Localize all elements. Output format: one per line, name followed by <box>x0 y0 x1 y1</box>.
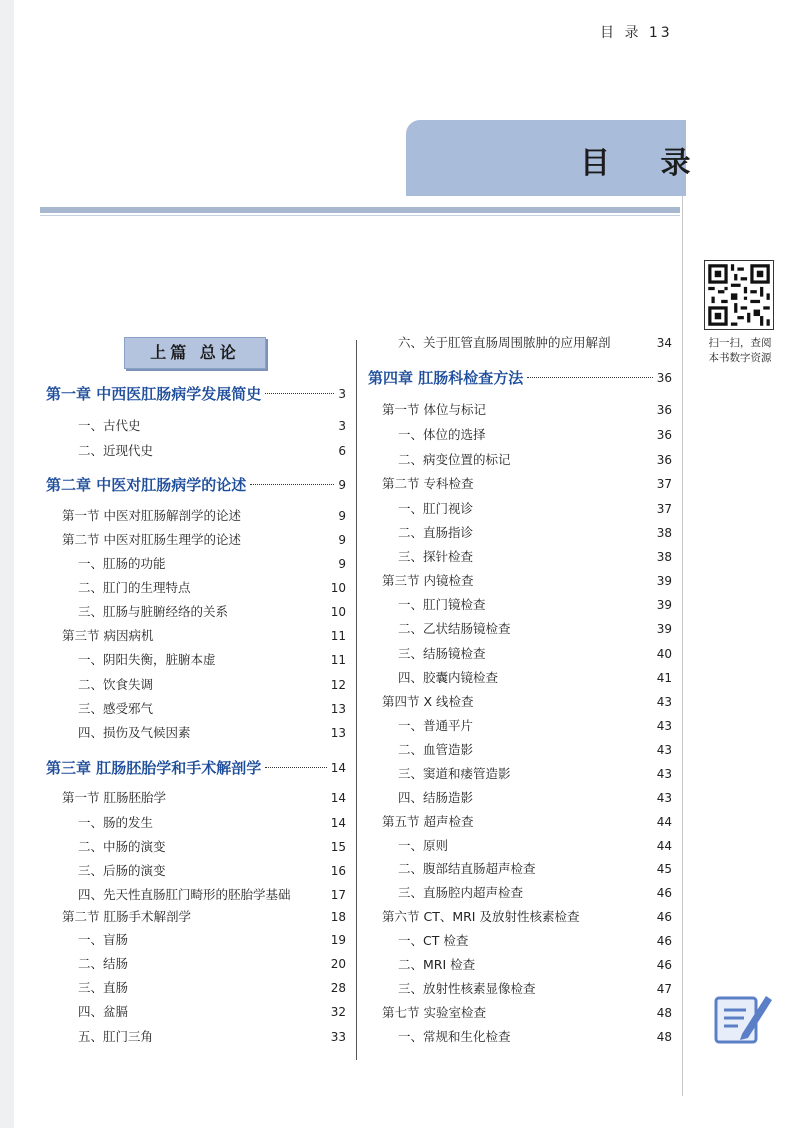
margin-divider <box>682 196 683 1096</box>
toc-entry-page: 47 <box>656 982 672 996</box>
toc-entry-title: 第一节 体位与标记 <box>382 402 486 417</box>
toc-entry-title: 四、先天性直肠肛门畸形的胚胎学基础 <box>78 887 291 902</box>
toc-entry-section[interactable] <box>382 1003 672 1023</box>
toc-entry-title: 四、盆膈 <box>78 1004 129 1019</box>
toc-entry-page: 13 <box>330 726 346 740</box>
dot-leader <box>265 767 326 768</box>
toc-entry-title: 一、古代史 <box>78 418 141 433</box>
toc-entry-title: 第二章 中医对肛肠病学的论述 <box>46 476 247 494</box>
dot-leader <box>527 377 652 378</box>
toc-entry-page: 39 <box>656 622 672 636</box>
toc-entry-page: 44 <box>656 815 672 829</box>
toc-entry-page: 48 <box>656 1030 672 1044</box>
toc-entry-chapter[interactable] <box>46 384 346 406</box>
toc-entry-item[interactable] <box>398 955 672 975</box>
toc-entry-title: 第四节 X 线检查 <box>382 694 474 709</box>
toc-entry-title: 三、肛肠与脏腑经络的关系 <box>78 604 229 619</box>
toc-entry-item[interactable] <box>78 578 346 598</box>
toc-entry-page: 33 <box>330 1030 346 1044</box>
toc-entry-page: 40 <box>656 647 672 661</box>
toc-entry-item[interactable] <box>78 650 346 670</box>
toc-entry-title: 二、近现代史 <box>78 443 154 458</box>
toc-entry-page: 6 <box>338 444 346 458</box>
toc-entry-title: 二、腹部结直肠超声检查 <box>398 861 536 876</box>
toc-entry-page: 17 <box>330 888 346 902</box>
scan-gutter <box>0 0 14 1128</box>
toc-entry-title: 三、感受邪气 <box>78 701 154 716</box>
toc-entry-page: 46 <box>656 934 672 948</box>
toc-entry-title: 第一节 肛肠胚胎学 <box>62 790 166 805</box>
toc-entry-item[interactable] <box>398 644 672 664</box>
toc-entry-title: 二、病变位置的标记 <box>398 452 511 467</box>
toc-entry-item[interactable] <box>78 416 346 436</box>
toc-entry-page: 38 <box>656 526 672 540</box>
toc-entry-title: 二、血管造影 <box>398 742 474 757</box>
toc-entry-page: 37 <box>656 477 672 491</box>
toc-entry-section[interactable] <box>62 626 346 646</box>
qr-caption-line2: 本书数字资源 <box>708 352 772 364</box>
toc-entry-page: 16 <box>330 864 346 878</box>
toc-entry-title: 一、肛肠的功能 <box>78 556 166 571</box>
toc-entry-title: 一、体位的选择 <box>398 427 486 442</box>
toc-entry-item[interactable] <box>398 595 672 615</box>
toc-entry-page: 36 <box>656 453 672 467</box>
toc-entry-page: 13 <box>330 702 346 716</box>
toc-entry-title: 第二节 专科检查 <box>382 476 474 491</box>
toc-entry-title: 第一章 中西医肛肠病学发展简史 <box>46 385 262 403</box>
toc-entry-title: 第三章 肛肠胚胎学和手术解剖学 <box>46 759 262 777</box>
toc-entry-title: 一、肛门视诊 <box>398 501 474 516</box>
toc-entry-page: 9 <box>338 533 346 547</box>
toc-entry-item[interactable] <box>398 1027 672 1047</box>
toc-entry-section[interactable] <box>62 788 346 808</box>
toc-entry-item[interactable] <box>398 859 672 879</box>
toc-entry-page: 11 <box>330 653 346 667</box>
toc-entry-page: 36 <box>656 428 672 442</box>
toc-entry-page: 15 <box>330 840 346 854</box>
part-header: 上篇 总论 <box>124 337 266 369</box>
toc-entry-item[interactable] <box>398 883 672 903</box>
toc-entry-page: 10 <box>330 605 346 619</box>
toc-entry-title: 四、损伤及气候因素 <box>78 725 191 740</box>
toc-entry-page: 41 <box>656 671 672 685</box>
toc-entry-page: 19 <box>330 933 346 947</box>
toc-entry-item[interactable] <box>398 547 672 567</box>
toc-entry-page: 11 <box>330 629 346 643</box>
toc-entry-title: 三、放射性核素显像检查 <box>398 981 536 996</box>
toc-entry-title: 第四章 肛肠科检查方法 <box>368 369 524 387</box>
toc-entry-section[interactable] <box>382 400 672 420</box>
toc-entry-section[interactable] <box>382 907 672 927</box>
toc-entry-item[interactable] <box>398 764 672 784</box>
toc-entry-item[interactable] <box>78 723 346 743</box>
toc-entry-page: 20 <box>330 957 346 971</box>
dot-leader <box>250 484 334 485</box>
toc-entry-item[interactable] <box>78 978 346 998</box>
toc-entry-section[interactable] <box>62 907 346 927</box>
toc-entry-item[interactable] <box>398 619 672 639</box>
toc-entry-title: 三、窦道和瘘管造影 <box>398 766 511 781</box>
toc-entry-title: 一、原则 <box>398 838 449 853</box>
toc-entry-title: 三、直肠腔内超声检查 <box>398 885 524 900</box>
toc-entry-page: 36 <box>656 403 672 417</box>
toc-entry-section[interactable] <box>62 506 346 526</box>
toc-entry-title: 一、肛门镜检查 <box>398 597 486 612</box>
toc-entry-page: 37 <box>656 502 672 516</box>
toc-entry-item[interactable] <box>398 450 672 470</box>
toc-entry-title: 二、结肠 <box>78 956 129 971</box>
toc-entry-item[interactable] <box>398 333 672 353</box>
toc-entry-page: 43 <box>656 719 672 733</box>
toc-entry-item[interactable] <box>398 668 672 688</box>
toc-entry-page: 36 <box>656 371 672 385</box>
dot-leader <box>265 393 334 394</box>
toc-entry-item[interactable] <box>78 813 346 833</box>
toc-entry-chapter[interactable] <box>368 368 672 390</box>
toc-entry-title: 第二节 中医对肛肠生理学的论述 <box>62 532 241 547</box>
notebook-pencil-icon <box>712 990 776 1050</box>
toc-entry-item[interactable] <box>78 554 346 574</box>
page-title: 目 录 <box>580 146 711 181</box>
toc-entry-title: 三、结肠镜检查 <box>398 646 486 661</box>
toc-entry-title: 第五节 超声检查 <box>382 814 474 829</box>
toc-entry-page: 45 <box>656 862 672 876</box>
toc-entry-title: 一、肠的发生 <box>78 815 154 830</box>
toc-entry-title: 二、中肠的演变 <box>78 839 166 854</box>
toc-entry-title: 二、肛门的生理特点 <box>78 580 191 595</box>
toc-entry-item[interactable] <box>78 441 346 461</box>
toc-entry-page: 14 <box>330 791 346 805</box>
toc-entry-page: 3 <box>338 387 346 401</box>
toc-entry-page: 46 <box>656 910 672 924</box>
qr-code-icon[interactable] <box>704 260 774 330</box>
toc-entry-item[interactable] <box>78 861 346 881</box>
toc-entry-page: 12 <box>330 678 346 692</box>
toc-entry-page: 43 <box>656 767 672 781</box>
toc-entry-page: 34 <box>656 336 672 350</box>
qr-caption-line1: 扫一扫，查阅 <box>708 337 772 349</box>
toc-entry-page: 28 <box>330 981 346 995</box>
toc-entry-section[interactable] <box>382 571 672 591</box>
toc-entry-item[interactable] <box>398 425 672 445</box>
toc-entry-item[interactable] <box>78 675 346 695</box>
column-divider <box>356 340 357 1060</box>
toc-entry-item[interactable] <box>398 979 672 999</box>
toc-entry-page: 38 <box>656 550 672 564</box>
toc-entry-title: 一、盲肠 <box>78 932 129 947</box>
toc-entry-page: 32 <box>330 1005 346 1019</box>
toc-entry-item[interactable] <box>398 788 672 808</box>
toc-entry-page: 43 <box>656 743 672 757</box>
toc-entry-section[interactable] <box>382 692 672 712</box>
toc-entry-title: 一、阴阳失衡，脏腑本虚 <box>78 652 216 667</box>
toc-entry-page: 43 <box>656 791 672 805</box>
header-rule <box>40 207 680 213</box>
toc-entry-title: 一、CT 检查 <box>398 933 469 948</box>
toc-entry-title: 第二节 肛肠手术解剖学 <box>62 909 191 924</box>
toc-entry-title: 第七节 实验室检查 <box>382 1005 486 1020</box>
toc-entry-page: 14 <box>330 761 346 775</box>
running-header: 目 录 13 <box>600 25 673 41</box>
toc-entry-page: 39 <box>656 598 672 612</box>
toc-entry-title: 第三节 病因病机 <box>62 628 154 643</box>
toc-entry-title: 二、饮食失调 <box>78 677 154 692</box>
toc-entry-item[interactable] <box>398 931 672 951</box>
toc-entry-title: 六、关于肛管直肠周围脓肿的应用解剖 <box>398 335 611 350</box>
toc-entry-title: 四、结肠造影 <box>398 790 474 805</box>
toc-entry-item[interactable] <box>398 836 672 856</box>
toc-entry-title: 三、探针检查 <box>398 549 474 564</box>
toc-entry-page: 39 <box>656 574 672 588</box>
toc-entry-title: 四、胶囊内镜检查 <box>398 670 499 685</box>
toc-entry-item[interactable] <box>78 837 346 857</box>
toc-entry-page: 46 <box>656 958 672 972</box>
toc-entry-item[interactable] <box>78 1027 346 1047</box>
toc-entry-title: 二、MRI 检查 <box>398 957 476 972</box>
toc-entry-page: 9 <box>338 478 346 492</box>
toc-entry-title: 一、普通平片 <box>398 718 474 733</box>
toc-entry-title: 三、后肠的演变 <box>78 863 166 878</box>
toc-entry-page: 9 <box>338 557 346 571</box>
toc-entry-title: 第六节 CT、MRI 及放射性核素检查 <box>382 909 580 924</box>
toc-entry-page: 3 <box>338 419 346 433</box>
toc-entry-item[interactable] <box>78 930 346 950</box>
toc-entry-section[interactable] <box>382 474 672 494</box>
toc-entry-item[interactable] <box>398 499 672 519</box>
toc-entry-title: 二、乙状结肠镜检查 <box>398 621 511 636</box>
toc-entry-item[interactable] <box>78 1002 346 1022</box>
qr-caption <box>694 336 786 366</box>
toc-entry-item[interactable] <box>398 523 672 543</box>
toc-entry-page: 43 <box>656 695 672 709</box>
toc-entry-section[interactable] <box>382 812 672 832</box>
toc-entry-title: 二、直肠指诊 <box>398 525 474 540</box>
toc-entry-page: 46 <box>656 886 672 900</box>
toc-entry-item[interactable] <box>78 602 346 622</box>
toc-entry-item[interactable] <box>398 740 672 760</box>
toc-entry-item[interactable] <box>78 699 346 719</box>
toc-entry-page: 14 <box>330 816 346 830</box>
toc-entry-item[interactable] <box>398 716 672 736</box>
toc-entry-page: 9 <box>338 509 346 523</box>
toc-entry-chapter[interactable] <box>46 758 346 780</box>
toc-entry-page: 48 <box>656 1006 672 1020</box>
toc-entry-page: 44 <box>656 839 672 853</box>
toc-entry-page: 18 <box>330 910 346 924</box>
toc-entry-title: 一、常规和生化检查 <box>398 1029 511 1044</box>
toc-entry-title: 五、肛门三角 <box>78 1029 154 1044</box>
toc-entry-item[interactable] <box>78 885 346 905</box>
toc-entry-title: 第三节 内镜检查 <box>382 573 474 588</box>
header-rule-thin <box>40 215 680 216</box>
toc-entry-title: 三、直肠 <box>78 980 129 995</box>
toc-entry-section[interactable] <box>62 530 346 550</box>
toc-entry-item[interactable] <box>78 954 346 974</box>
toc-entry-page: 10 <box>330 581 346 595</box>
toc-entry-chapter[interactable] <box>46 475 346 497</box>
toc-entry-title: 第一节 中医对肛肠解剖学的论述 <box>62 508 241 523</box>
